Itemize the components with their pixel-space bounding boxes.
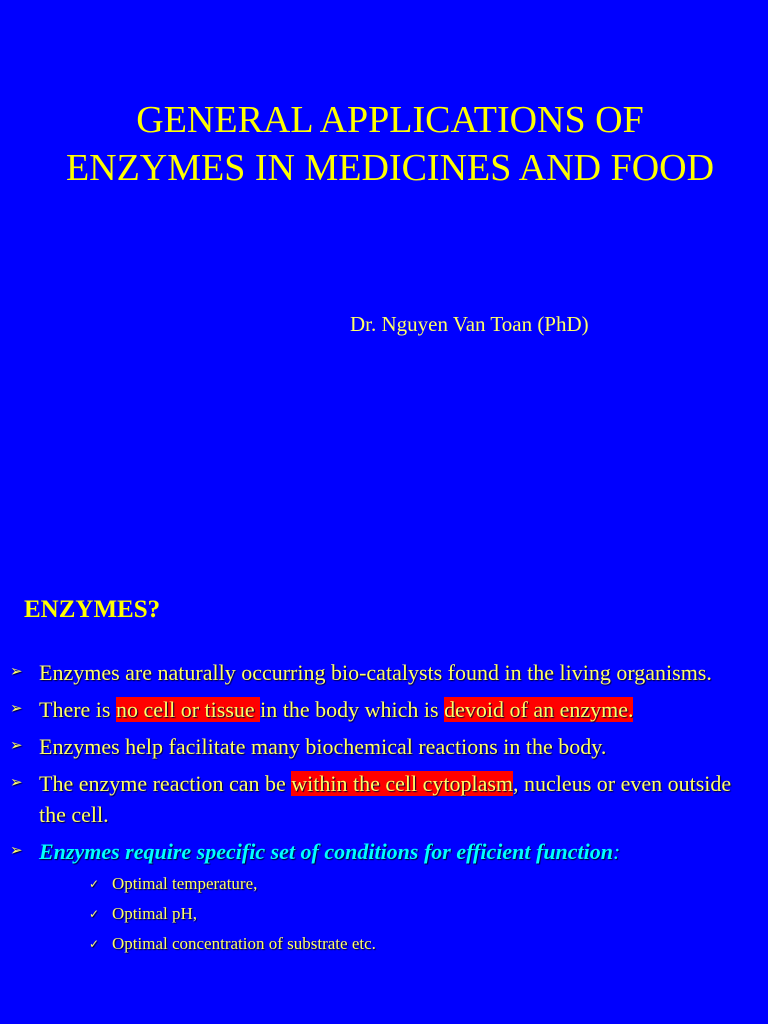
arrowhead-bullet-icon: ➢ — [10, 843, 23, 859]
condition-item — [39, 929, 760, 959]
bullet-item — [0, 836, 768, 959]
conditions-list — [39, 869, 760, 959]
bullet-text-prefix: The enzyme reaction can be — [39, 771, 292, 796]
emphasis-text: Enzymes require specific set of conditions for efficient function — [39, 839, 614, 864]
enzymes-slide — [0, 512, 768, 1024]
bullet-item — [0, 657, 768, 688]
highlighted-phrase: devoid of an enzyme. — [444, 697, 634, 722]
condition-text: Optimal pH, — [112, 904, 197, 923]
arrowhead-bullet-icon: ➢ — [10, 664, 23, 680]
colon: : — [613, 839, 621, 864]
bullet-text-prefix: There is — [39, 697, 116, 722]
title-line-1: GENERAL APPLICATIONS OF — [136, 99, 644, 141]
condition-item — [39, 869, 760, 899]
arrowhead-bullet-icon: ➢ — [10, 701, 23, 717]
bullet-item — [0, 731, 768, 762]
slide-title — [0, 96, 768, 192]
bullet-list — [0, 657, 768, 965]
slide-heading: ENZYMES? — [24, 596, 161, 623]
bullet-text: Enzymes are naturally occurring bio-catalysts found in the living organisms. — [39, 660, 712, 685]
title-line-2: ENZYMES IN MEDICINES AND FOOD — [65, 147, 715, 189]
checkmark-icon: ✓ — [89, 907, 100, 921]
condition-item — [39, 899, 760, 929]
bullet-text-suffix: , nucleus or even outside the cell. — [39, 771, 732, 827]
arrowhead-bullet-icon: ➢ — [10, 775, 23, 791]
checkmark-icon: ✓ — [89, 937, 100, 951]
bullet-item — [0, 694, 768, 725]
highlighted-phrase: no cell or tissue — [115, 697, 261, 722]
bullet-item — [0, 768, 768, 830]
bullet-text: Enzymes help facilitate many biochemical reactions in the body. — [39, 734, 607, 759]
highlighted-phrase: within the cell cytoplasm — [291, 771, 514, 796]
arrowhead-bullet-icon: ➢ — [10, 738, 23, 754]
author-name: Dr. Nguyen Van Toan (PhD) — [350, 312, 589, 336]
checkmark-icon: ✓ — [89, 877, 100, 891]
bullet-text-middle: in the body which is — [260, 697, 445, 722]
condition-text: Optimal concentration of substrate etc. — [112, 934, 376, 953]
condition-text: Optimal temperature, — [112, 874, 258, 893]
